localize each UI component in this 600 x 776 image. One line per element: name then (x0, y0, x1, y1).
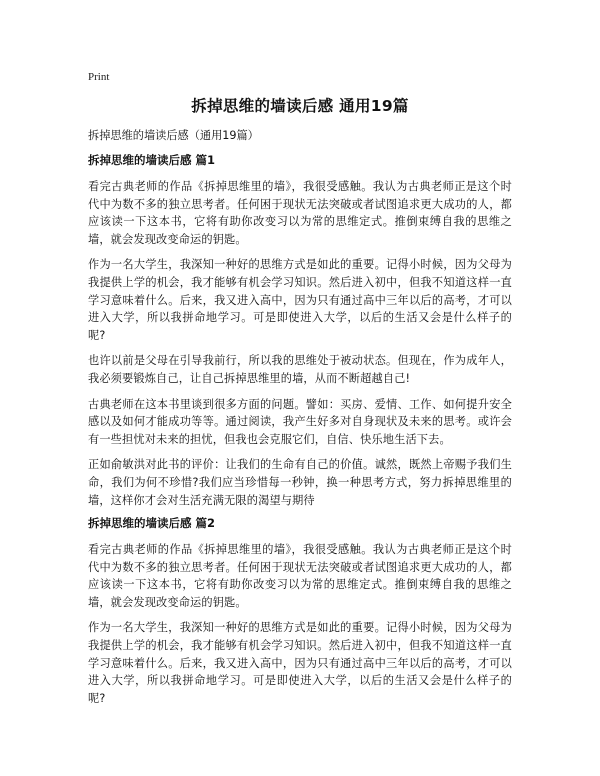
paragraph: 正如俞敏洪对此书的评价：让我们的生命有自己的价值。诚然，既然上帝赐予我们生命，我们为何不珍惜?我们应当珍惜每一秒钟，换一种思考方式，努力拆掉思维里的墙，这样你才会对生活充满无限的渴望与期待 (88, 458, 512, 507)
paragraph: 作为一名大学生，我深知一种好的思维方式是如此的重要。记得小时候，因为父母为我提供上学的机会，我才能够有机会学习知识。然后进入初中，但我不知道这样一直学习意味着什么。后来，我又进入高中，因为只有通过高中三年以后的高考，才可以进入大学，所以我拼命地学习。可是即使进入大学，以后的生活又会是什么样子的呢? (88, 621, 512, 705)
paragraph: 作为一名大学生，我深知一种好的思维方式是如此的重要。记得小时候，因为父母为我提供上学的机会，我才能够有机会学习知识。然后进入初中，但我不知道这样一直学习意味着什么。后来，我又进入高中，因为只有通过高中三年以后的高考，才可以进入大学，所以我拼命地学习。可是即使进入大学，以后的生活又会是什么样子的呢? (88, 258, 512, 342)
paragraph: 看完古典老师的作品《拆掉思维里的墙》，我很受感触。我认为古典老师正是这个时代中为数不多的独立思考者。任何困于现状无法突破或者试图追求更大成功的人，都应该读一下这本书，它将有助你改变习以为常的思维定式。推倒束缚自我的思维之墙，就会发现改变命运的钥匙。 (88, 180, 512, 246)
section-heading-2: 拆掉思维的墙读后感 篇2 (88, 516, 216, 531)
paragraph: 也许以前是父母在引导我前行，所以我的思维处于被动状态。但现在，作为成年人，我必须要锻炼自己，让自己拆掉思维里的墙，从而不断超越自己! (88, 354, 512, 385)
page-title: 拆掉思维的墙读后感 通用19篇 (191, 97, 409, 115)
paragraph: 看完古典老师的作品《拆掉思维里的墙》，我很受感触。我认为古典老师正是这个时代中为数不多的独立思考者。任何困于现状无法突破或者试图追求更大成功的人，都应该读一下这本书，它将有助你改变习以为常的思维定式。推倒束缚自我的思维之墙，就会发现改变命运的钥匙。 (88, 543, 512, 609)
paragraph: 古典老师在这本书里谈到很多方面的问题。譬如：买房、爱情、工作、如何提升安全感以及如何才能成功等等。通过阅读，我产生好多对自身现状及未来的思考。或许会有一些担忧对未来的担忧，但我也会克服它们，自信、快乐地生活下去。 (88, 397, 512, 446)
document-subtitle: 拆掉思维的墙读后感（通用19篇） (88, 129, 259, 142)
document-page (88, 70, 512, 715)
print-link[interactable]: Print (88, 71, 110, 83)
section-heading-1: 拆掉思维的墙读后感 篇1 (88, 153, 216, 167)
